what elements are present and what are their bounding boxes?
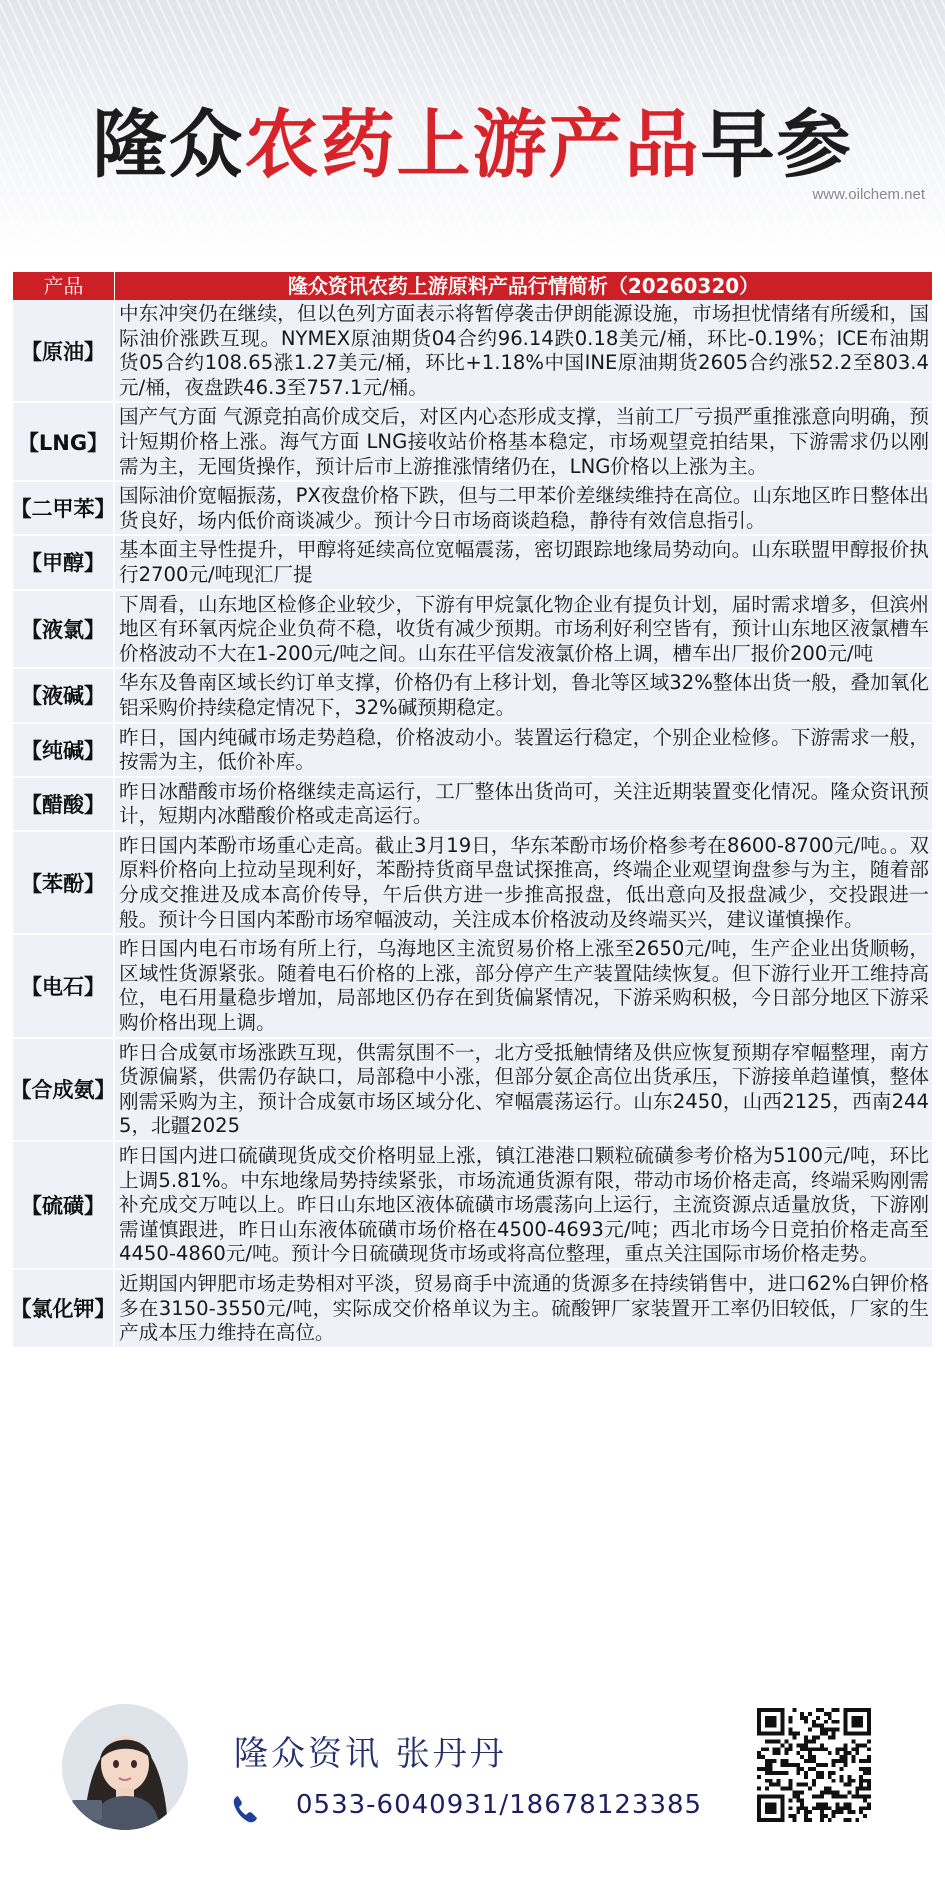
table-row <box>13 832 932 935</box>
table-row <box>13 724 932 778</box>
product-commentary: 昨日国内电石市场有所上行，乌海地区主流贸易价格上涨至2650元/吨，生产企业出货顺畅，区域性货源紧张。随着电石价格的上涨，部分停产生产装置陆续恢复。但下游行业开工维持高位，电石用量稳步增加，局部地区仍存在到货偏紧情况，下游采购积极，今日部分地区下游采购价格出现上调。 <box>119 937 929 1035</box>
product-name: 【液氯】 <box>13 591 115 668</box>
product-name: 【合成氨】 <box>13 1039 115 1140</box>
contact-footer <box>0 1690 945 1890</box>
contact-phone: 0533-6040931/18678123385 <box>296 1790 703 1820</box>
product-name: 【液碱】 <box>13 669 115 721</box>
product-commentary: 昨日国内进口硫磺现货成交价格明显上涨，镇江港港口颗粒硫磺参考价格为5100元/吨，环比上调5.81%。中东地缘局势持续紧张，市场流通货源有限，带动市场价格走高，终端采购刚需补充成交万吨以上。昨日山东地区液体硫磺市场震荡向上运行，主流资源点适量放货，下游刚需谨慎跟进，昨日山东液体硫磺市场价格在4500-4693元/吨；西北市场今日竞拍价格走高至4450-4860元/吨。预计今日硫磺现货市场或将高位整理，重点关注国际市场价格走势。 <box>119 1144 929 1266</box>
product-name: 【醋酸】 <box>13 778 115 830</box>
product-name: 【纯碱】 <box>13 724 115 776</box>
product-commentary: 下周看，山东地区检修企业较少，下游有甲烷氯化物企业有提负计划，届时需求增多，但滨州地区有环氧丙烷企业负荷不稳，收货有减少预期。市场利好利空皆有，预计山东地区液氯槽车价格波动不大在1-200元/吨之间。山东茌平信发液氯价格上调，槽车出厂报价200元/吨 <box>119 592 929 665</box>
column-header-product: 产品 <box>13 272 115 300</box>
product-name: 【硫磺】 <box>13 1142 115 1268</box>
website-url: www.oilchem.net <box>812 186 925 203</box>
table-header <box>13 272 932 300</box>
table-row <box>10 1270 932 1349</box>
qr-code-icon <box>757 1708 871 1822</box>
product-commentary: 中东冲突仍在继续，但以色列方面表示将暂停袭击伊朗能源设施，市场担忧情绪有所缓和，国际油价涨跌互现。NYMEX原油期货04合约96.14跌0.18美元/桶，环比-0.19%；ICE布油期货05合约108.65涨1.27美元/桶，环比+1.18%中国INE原油期货2605合约涨52.2至803.4元/桶，夜盘跌46.3至757.1元/桶。 <box>119 302 929 399</box>
header-banner <box>0 0 945 262</box>
product-commentary: 昨日合成氨市场涨跌互现，供需氛围不一，北方受抵触情绪及供应恢复预期存窄幅整理，南方货源偏紧，供需仍存缺口，局部稳中小涨，但部分氨企高位出货承压，下游接单趋谨慎，整体刚需采购为主，预计合成氨市场区域分化、窄幅震荡运行。山东2450，山西2125，西南2445，北疆2025 <box>119 1040 929 1138</box>
table-row <box>13 935 932 1038</box>
table-row <box>10 1039 932 1142</box>
product-name: 【苯酚】 <box>13 832 115 933</box>
product-commentary: 昨日冰醋酸市场价格继续走高运行，工厂整体出货尚可，关注近期装置变化情况。隆众资讯预计，短期内冰醋酸价格或走高运行。 <box>119 779 929 828</box>
table-row <box>13 300 932 403</box>
product-name: 【二甲苯】 <box>13 482 115 534</box>
market-table <box>10 272 932 1349</box>
table-row <box>13 536 932 590</box>
phone-icon <box>232 1794 258 1824</box>
page-title: 隆众农药上游产品早参 <box>92 102 853 188</box>
product-commentary: 国际油价宽幅振荡，PX夜盘价格下跌，但与二甲苯价差继续维持在高位。山东地区昨日整体出货良好，场内低价商谈减少。预计今日市场商谈趋稳，静待有效信息指引。 <box>119 484 929 532</box>
product-name: 【LNG】 <box>13 403 115 480</box>
table-row <box>13 778 932 832</box>
product-commentary: 昨日国内苯酚市场重心走高。截止3月19日，华东苯酚市场价格参考在8600-8700元/吨。。双原料价格向上拉动呈现利好，苯酚持货商早盘试探推高，终端企业观望询盘参与为主，随着部分成交推进及成本高价传导，午后供方进一步推高报盘，低出意向及报盘减少，交投跟进一般。预计今日国内苯酚市场窄幅波动，关注成本价格波动及终端买兴，建议谨慎操作。 <box>119 833 929 931</box>
avatar-portrait-icon <box>62 1704 188 1830</box>
contact-name: 隆众资讯 张丹丹 <box>234 1734 507 1774</box>
table-row <box>13 403 932 482</box>
avatar <box>62 1704 188 1830</box>
table-row <box>13 669 932 723</box>
product-name: 【甲醇】 <box>13 536 115 588</box>
table-title: 隆众资讯农药上游原料产品行情简析（20260320） <box>287 274 760 298</box>
product-name: 【原油】 <box>13 300 115 401</box>
product-commentary: 近期国内钾肥市场走势相对平淡，贸易商手中流通的货源多在持续销售中，进口62%白钾价格多在3150-3550元/吨，实际成交价格单议为主。硫酸钾厂家装置开工率仍旧较低，厂家的生产成本压力维持在高位。 <box>119 1271 929 1345</box>
product-commentary: 国产气方面 气源竞拍高价成交后，对区内心态形成支撑，当前工厂亏损严重推涨意向明确，预计短期价格上涨。海气方面 LNG接收站价格基本稳定，市场观望竞拍结果，下游需求仍以刚需为主，无囤货操作，预计后市上游推涨情绪仍在，LNG价格以上涨为主。 <box>119 405 929 478</box>
product-commentary: 基本面主导性提升，甲醇将延续高位宽幅震荡，密切跟踪地缘局势动向。山东联盟甲醇报价执行2700元/吨现汇厂提 <box>119 538 929 586</box>
product-commentary: 昨日，国内纯碱市场走势趋稳，价格波动小。装置运行稳定，个别企业检修。下游需求一般，按需为主，低价补库。 <box>119 725 929 774</box>
table-row <box>13 591 932 670</box>
product-name: 【电石】 <box>13 935 115 1036</box>
table-row <box>13 1142 932 1270</box>
product-commentary: 华东及鲁南区域长约订单支撑，价格仍有上移计划，鲁北等区域32%整体出货一般，叠加氧化铝采购价持续稳定情况下，32%碱预期稳定。 <box>119 671 929 719</box>
table-body <box>10 300 932 1349</box>
product-name: 【氯化钾】 <box>13 1270 115 1347</box>
table-row <box>10 482 932 536</box>
